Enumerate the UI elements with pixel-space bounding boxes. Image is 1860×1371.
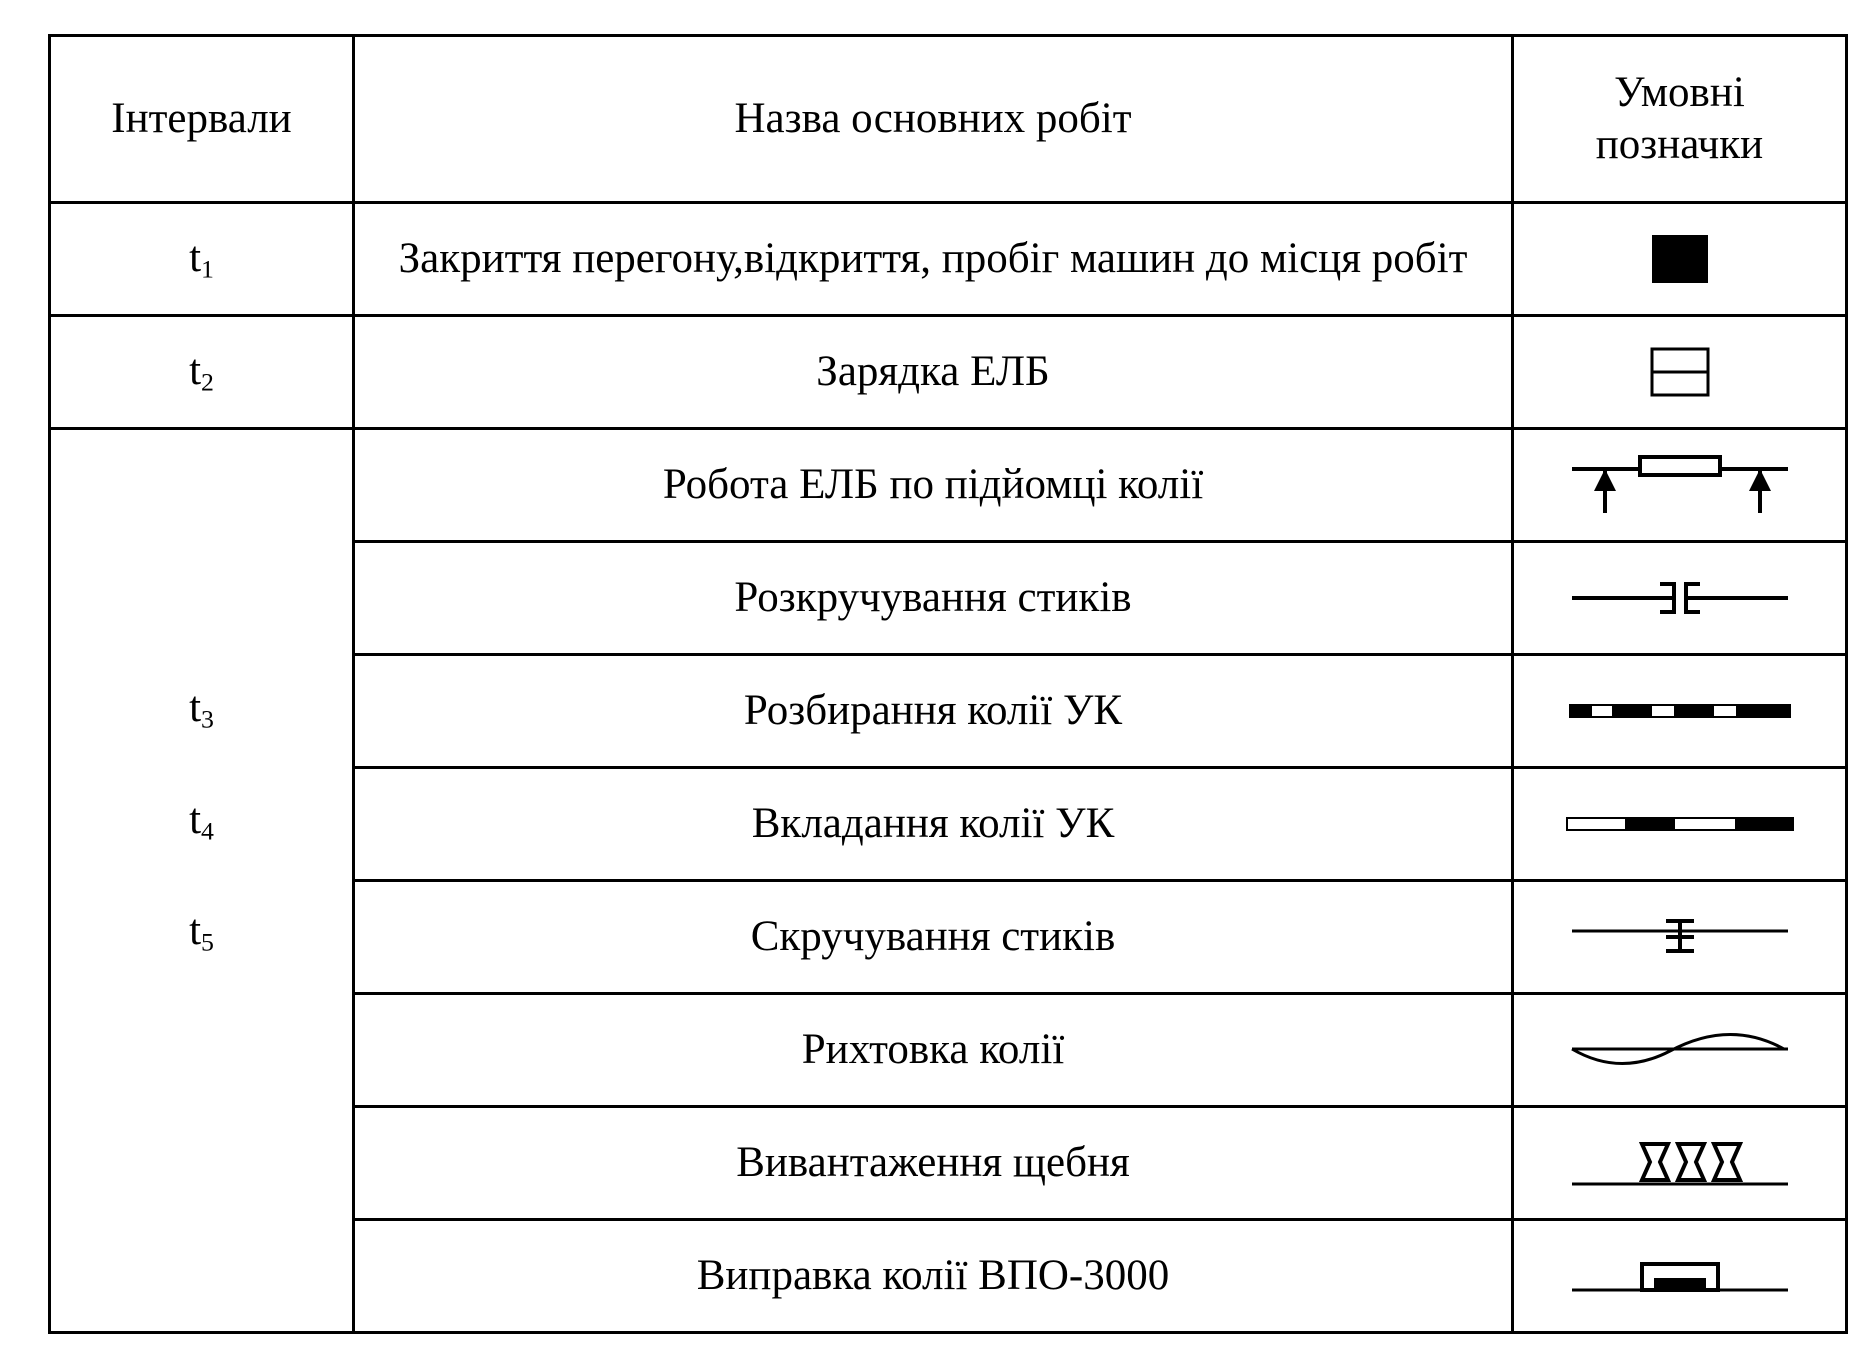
filled-square-icon: [1650, 233, 1710, 285]
track-laying-icon: [1565, 814, 1795, 834]
table-row: [50, 429, 1847, 542]
split-square-icon: [1650, 347, 1710, 397]
symbol-cell: [1513, 1107, 1847, 1220]
joint-unscrewing-icon: [1570, 578, 1790, 618]
track-alignment-icon: [1570, 1025, 1790, 1075]
work-name-cell: Вивантаження щебня: [354, 1107, 1513, 1220]
work-name-cell: Робота ЕЛБ по підйомці колії: [354, 429, 1513, 542]
interval-label: $t_3$: [189, 684, 214, 734]
interval-label: $t_4$: [189, 795, 214, 846]
track-dismantling-icon: [1568, 701, 1792, 721]
symbol-cell: [1513, 1220, 1847, 1333]
track-lifting-icon: [1570, 455, 1790, 515]
symbol-cell: [1513, 768, 1847, 881]
work-name-cell: Розбирання колії УК: [354, 655, 1513, 768]
symbol-cell: [1513, 203, 1847, 316]
track-straightening-icon: [1570, 1256, 1790, 1296]
header-row: [50, 36, 1847, 203]
header-symbols-line2: позначки: [1595, 121, 1764, 168]
ballast-unloading-icon: [1570, 1138, 1790, 1188]
symbol-cell: [1513, 655, 1847, 768]
symbol-cell: [1513, 881, 1847, 994]
work-name-cell: Розкручування стиків: [354, 542, 1513, 655]
work-name-cell: Зарядка ЕЛБ: [354, 316, 1513, 429]
work-name-cell: Виправка колії ВПО-3000: [354, 1220, 1513, 1333]
table-row: [50, 203, 1847, 316]
header-work-name: Назва основних робіт: [354, 36, 1513, 203]
symbol-cell: [1513, 542, 1847, 655]
work-name-cell: Рихтовка колії: [354, 994, 1513, 1107]
symbol-cell: [1513, 316, 1847, 429]
interval-cell: [50, 316, 354, 429]
header-intervals: Інтервали: [50, 36, 354, 203]
symbol-cell: [1513, 994, 1847, 1107]
work-name-cell: Закриття перегону,відкриття, пробіг машин до місця робіт: [354, 203, 1513, 316]
work-name-cell: Вкладання колії УК: [354, 768, 1513, 881]
symbol-cell: [1513, 429, 1847, 542]
interval-merged-cell: [50, 429, 354, 1333]
joint-screwing-icon: [1570, 917, 1790, 957]
interval-label: $t_2$: [189, 347, 214, 397]
interval-label: $t_1$: [189, 234, 214, 284]
work-name-cell: Скручування стиків: [354, 881, 1513, 994]
header-symbols-line1: Умовні: [1614, 69, 1745, 117]
interval-label: $t_5$: [189, 907, 214, 957]
legend-table: [48, 34, 1848, 1334]
interval-cell: [50, 203, 354, 316]
header-symbols: [1513, 36, 1847, 203]
table-row: [50, 316, 1847, 429]
